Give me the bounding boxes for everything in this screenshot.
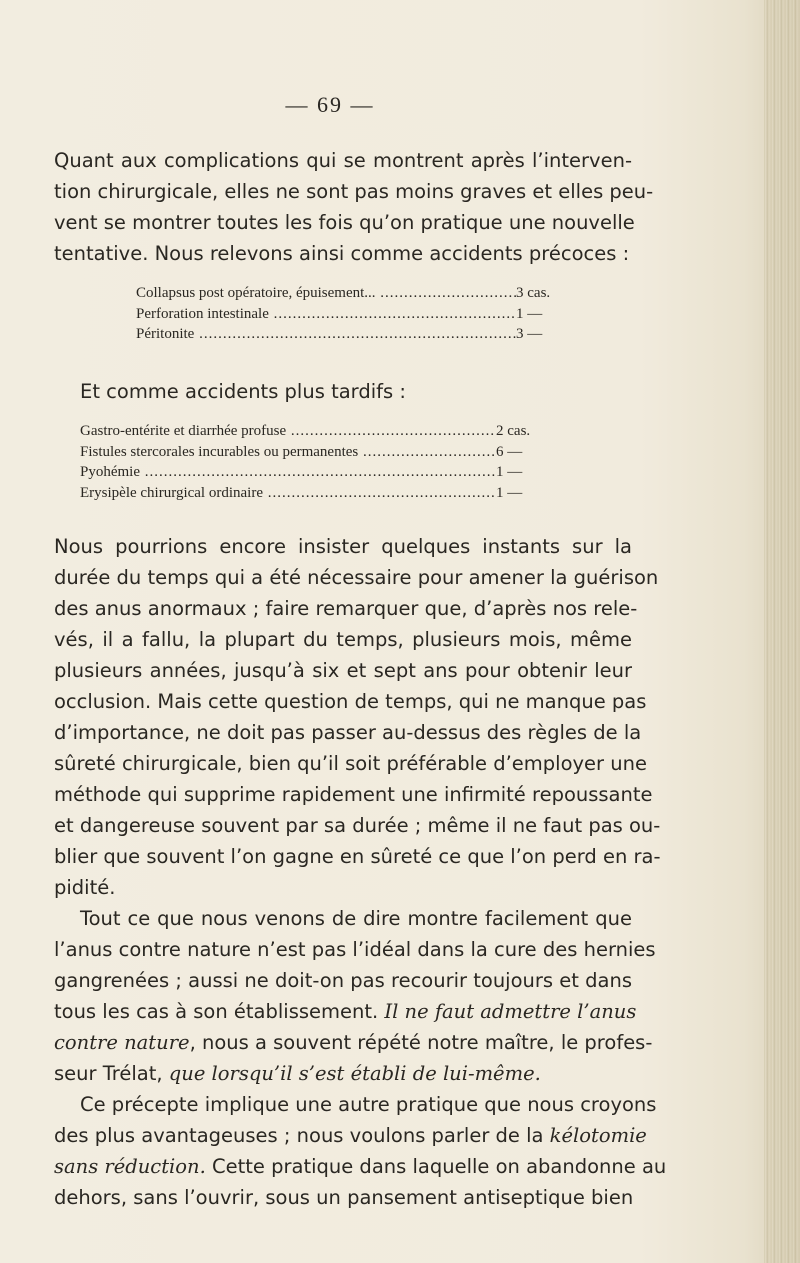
text-line: vent se montrer toutes les fois qu’on pratique une nouvelle bbox=[54, 211, 635, 234]
text-line: Quant aux complications qui se montrent après l’interven- bbox=[54, 149, 632, 172]
row-value: 6 — bbox=[496, 443, 523, 460]
text-line: sûreté chirurgicale, bien qu’il soit préférable d’employer une bbox=[54, 752, 647, 775]
table-row bbox=[136, 304, 568, 325]
text-line bbox=[54, 1058, 632, 1089]
text-run: des plus avantageuses ; nous voulons parler de la bbox=[54, 1124, 550, 1147]
text-run: tous les cas à son établissement. bbox=[54, 1000, 385, 1023]
row-value: 3 cas. bbox=[516, 285, 551, 301]
italic-run: contre nature bbox=[54, 1031, 190, 1054]
text-run: seur Trélat, bbox=[54, 1062, 169, 1085]
row-label: Erysipèle chirurgical ordinaire ..... bbox=[80, 483, 496, 504]
text-line bbox=[54, 1027, 653, 1058]
table-row bbox=[80, 483, 570, 504]
row-value: 3 — bbox=[516, 326, 543, 342]
text-line: vés, il a fallu, la plupart du temps, plusieurs mois, même bbox=[54, 628, 632, 651]
row-label: Perforation intestinale ..... bbox=[136, 304, 516, 325]
row-value: 2 cas. bbox=[496, 423, 531, 439]
early-accidents-table bbox=[136, 283, 568, 345]
text-run: Cette pratique dans laquelle on abandonne au bbox=[205, 1155, 667, 1178]
row-value: 1 — bbox=[496, 484, 523, 501]
text-line: blier que souvent l’on gagne en sûreté ce que l’on perd en ra- bbox=[54, 845, 661, 868]
text-line: Ce précepte implique une autre pratique que nous croyons bbox=[80, 1093, 657, 1116]
text-line: dehors, sans l’ouvrir, sous un pansement antiseptique bien bbox=[54, 1186, 634, 1209]
row-value: 1 — bbox=[516, 305, 543, 322]
row-label: Collapsus post opératoire, épuisement... ..... bbox=[136, 283, 516, 304]
italic-run: Il ne faut admettre l’anus bbox=[384, 1000, 637, 1023]
paragraph-complications bbox=[54, 145, 654, 269]
table-row bbox=[136, 283, 568, 304]
table-row bbox=[136, 324, 568, 345]
paragraph-ideal bbox=[54, 903, 656, 1089]
italic-run: kélotomie bbox=[549, 1124, 647, 1147]
late-accidents-intro: Et comme accidents plus tardifs : bbox=[80, 380, 406, 403]
text-line: plusieurs années, jusqu’à six et sept ans pour obtenir leur bbox=[54, 659, 632, 682]
text-line: durée du temps qui a été nécessaire pour amener la guérison bbox=[54, 566, 659, 589]
text-line: Nous pourrions encore insister quelques instants sur la bbox=[54, 535, 632, 558]
text-line: d’importance, ne doit pas passer au-dessus des règles de la bbox=[54, 721, 642, 744]
row-label: Gastro-entérite et diarrhée profuse ..... bbox=[80, 421, 496, 442]
text-line: des anus anormaux ; faire remarquer que, d’après nos rele- bbox=[54, 597, 638, 620]
text-line: l’anus contre nature n’est pas l’idéal dans la cure des hernies bbox=[54, 938, 656, 961]
text-line: occlusion. Mais cette question de temps, qui ne manque pas bbox=[54, 690, 647, 713]
paragraph-precept bbox=[54, 1089, 667, 1213]
row-label: Pyohémie ..... bbox=[80, 462, 496, 483]
text-line: tion chirurgicale, elles ne sont pas moins graves et elles peu- bbox=[54, 180, 654, 203]
text-line bbox=[54, 1151, 667, 1182]
table-row bbox=[80, 442, 570, 463]
table-row bbox=[80, 462, 570, 483]
row-label: Péritonite ..... bbox=[136, 324, 516, 345]
text-line: gangrenées ; aussi ne doit-on pas recourir toujours et dans bbox=[54, 969, 632, 992]
text-run: , nous a souvent répété notre maître, le profes- bbox=[189, 1031, 653, 1054]
text-line: méthode qui supprime rapidement une infirmité repoussante bbox=[54, 783, 653, 806]
table-row bbox=[80, 421, 570, 442]
text-line bbox=[54, 996, 637, 1027]
text-line: Tout ce que nous venons de dire montre facilement que bbox=[80, 907, 632, 930]
text-line: pidité. bbox=[54, 876, 116, 899]
row-value: 1 — bbox=[496, 464, 523, 480]
late-accidents-table bbox=[80, 421, 570, 503]
text-line: et dangereuse souvent par sa durée ; même il ne faut pas ou- bbox=[54, 814, 661, 837]
text-line bbox=[54, 1120, 647, 1151]
row-label: Fistules stercorales incurables ou permanentes ..... bbox=[80, 442, 496, 463]
italic-run: sans réduction. bbox=[54, 1155, 206, 1178]
paragraph-duration bbox=[54, 531, 661, 903]
page-number: — 69 — bbox=[285, 92, 375, 117]
text-line: tentative. Nous relevons ainsi comme accidents précoces : bbox=[54, 242, 630, 265]
italic-run: que lorsqu’il s’est établi de lui-même. bbox=[168, 1062, 541, 1085]
page-edge bbox=[764, 0, 800, 1263]
